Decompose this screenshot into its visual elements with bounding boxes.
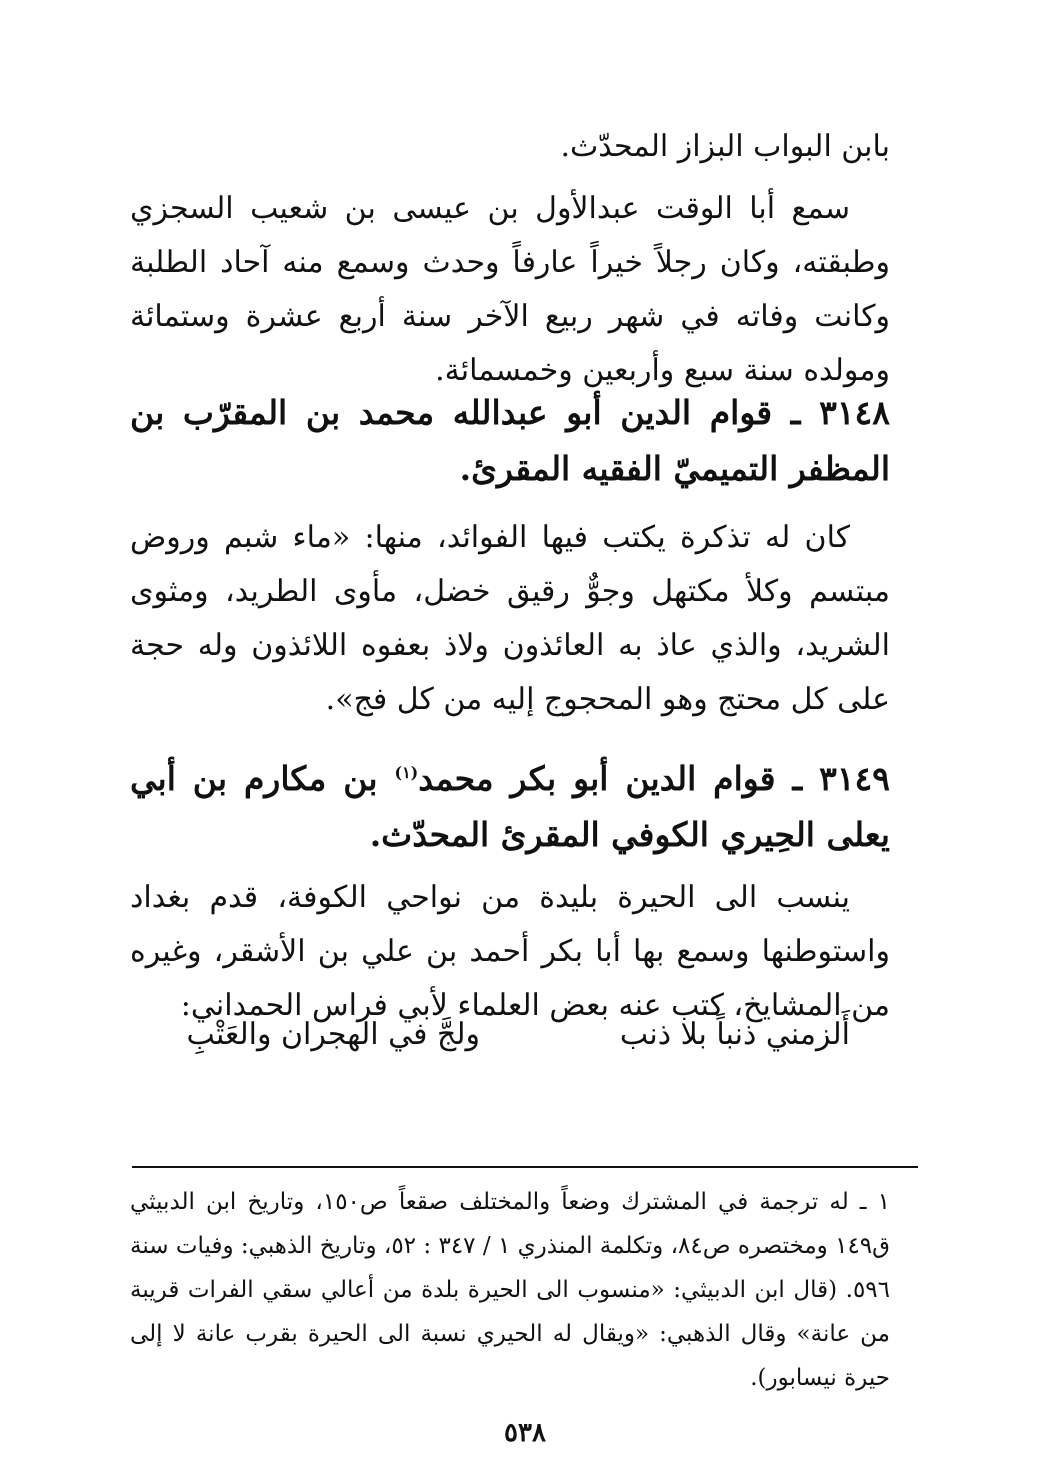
entry-3148 bbox=[130, 385, 890, 727]
page-number: ٥٣٨ bbox=[504, 1418, 546, 1448]
continuation-line: بابن البواب البزاز المحدّث. bbox=[560, 129, 890, 164]
entry-3148-body: كان له تذكرة يكتب فيها الفوائد، منها: «ماء شبم وروض مبتسم وكلأ مكتهل وجوٌّ رقيق خضل، مأوى الطريد، ومثوى الشريد، والذي عاذ به العائذون ولاذ بعفوه اللائذون وله حجة على كل محتج وهو المحجوج إليه من كل فج». bbox=[130, 520, 890, 717]
verse-second-hemistich: ولجَّ في الهجران والعَتْبِ bbox=[186, 1017, 480, 1052]
entry-3149-heading-start: ٣١٤٩ ـ قوام الدين أبو بكر محمد bbox=[418, 759, 890, 798]
entry-3149 bbox=[130, 745, 890, 1033]
footnote-divider bbox=[132, 1166, 918, 1168]
continuation-paragraph: سمع أبا الوقت عبدالأول بن عيسى بن شعيب السجزي وطبقته، وكان رجلاً خيراً عارفاً وحدث وسمع منه آحاد الطلبة وكانت وفاته في شهر ربيع الآخر سنة أربع عشرة وستمائة ومولده سنة سبع وأربعين وخمسمائة. bbox=[130, 191, 890, 388]
entry-3149-body: ينسب الى الحيرة بليدة من نواحي الكوفة، قدم بغداد واستوطنها وسمع بها أبا بكر أحمد بن علي بن الأشقر، وغيره من المشايخ، كتب عنه بعض العلماء لأبي فراس الحمداني: bbox=[130, 880, 890, 1023]
entry-3149-heading bbox=[130, 745, 890, 863]
entry-3149-heading-end: بن مكارم بن أبي يعلى الحِيري الكوفي المقرئ المحدّث. bbox=[130, 759, 890, 854]
footnote: ١ ـ له ترجمة في المشترك وضعاً والمختلف صقعاً ص١٥٠، وتاريخ ابن الدبيثي ق١٤٩ ومختصره ص٨٤، وتكلمة المنذري ١ / ٣٤٧ : ٥٢، وتاريخ الذهبي: وفيات سنة ٥٩٦. (قال ابن الدبيثي: «منسوب الى الحيرة بلدة من أعالي سقي الفرات قريبة من عانة» وقال الذهبي: «ويقال له الحيري نسبة الى الحيرة بقرب عانة لا إلى حيرة نيسابور). bbox=[130, 1189, 891, 1391]
footnote-marker: (١) bbox=[394, 763, 419, 782]
entry-3148-heading: ٣١٤٨ ـ قوام الدين أبو عبدالله محمد بن المقرّب بن المظفر التميميّ الفقيه المقرئ. bbox=[130, 393, 890, 488]
verse-first-hemistich: أَلزمني ذنباً بلا ذنب bbox=[619, 1017, 850, 1052]
continuation-block bbox=[130, 120, 890, 398]
